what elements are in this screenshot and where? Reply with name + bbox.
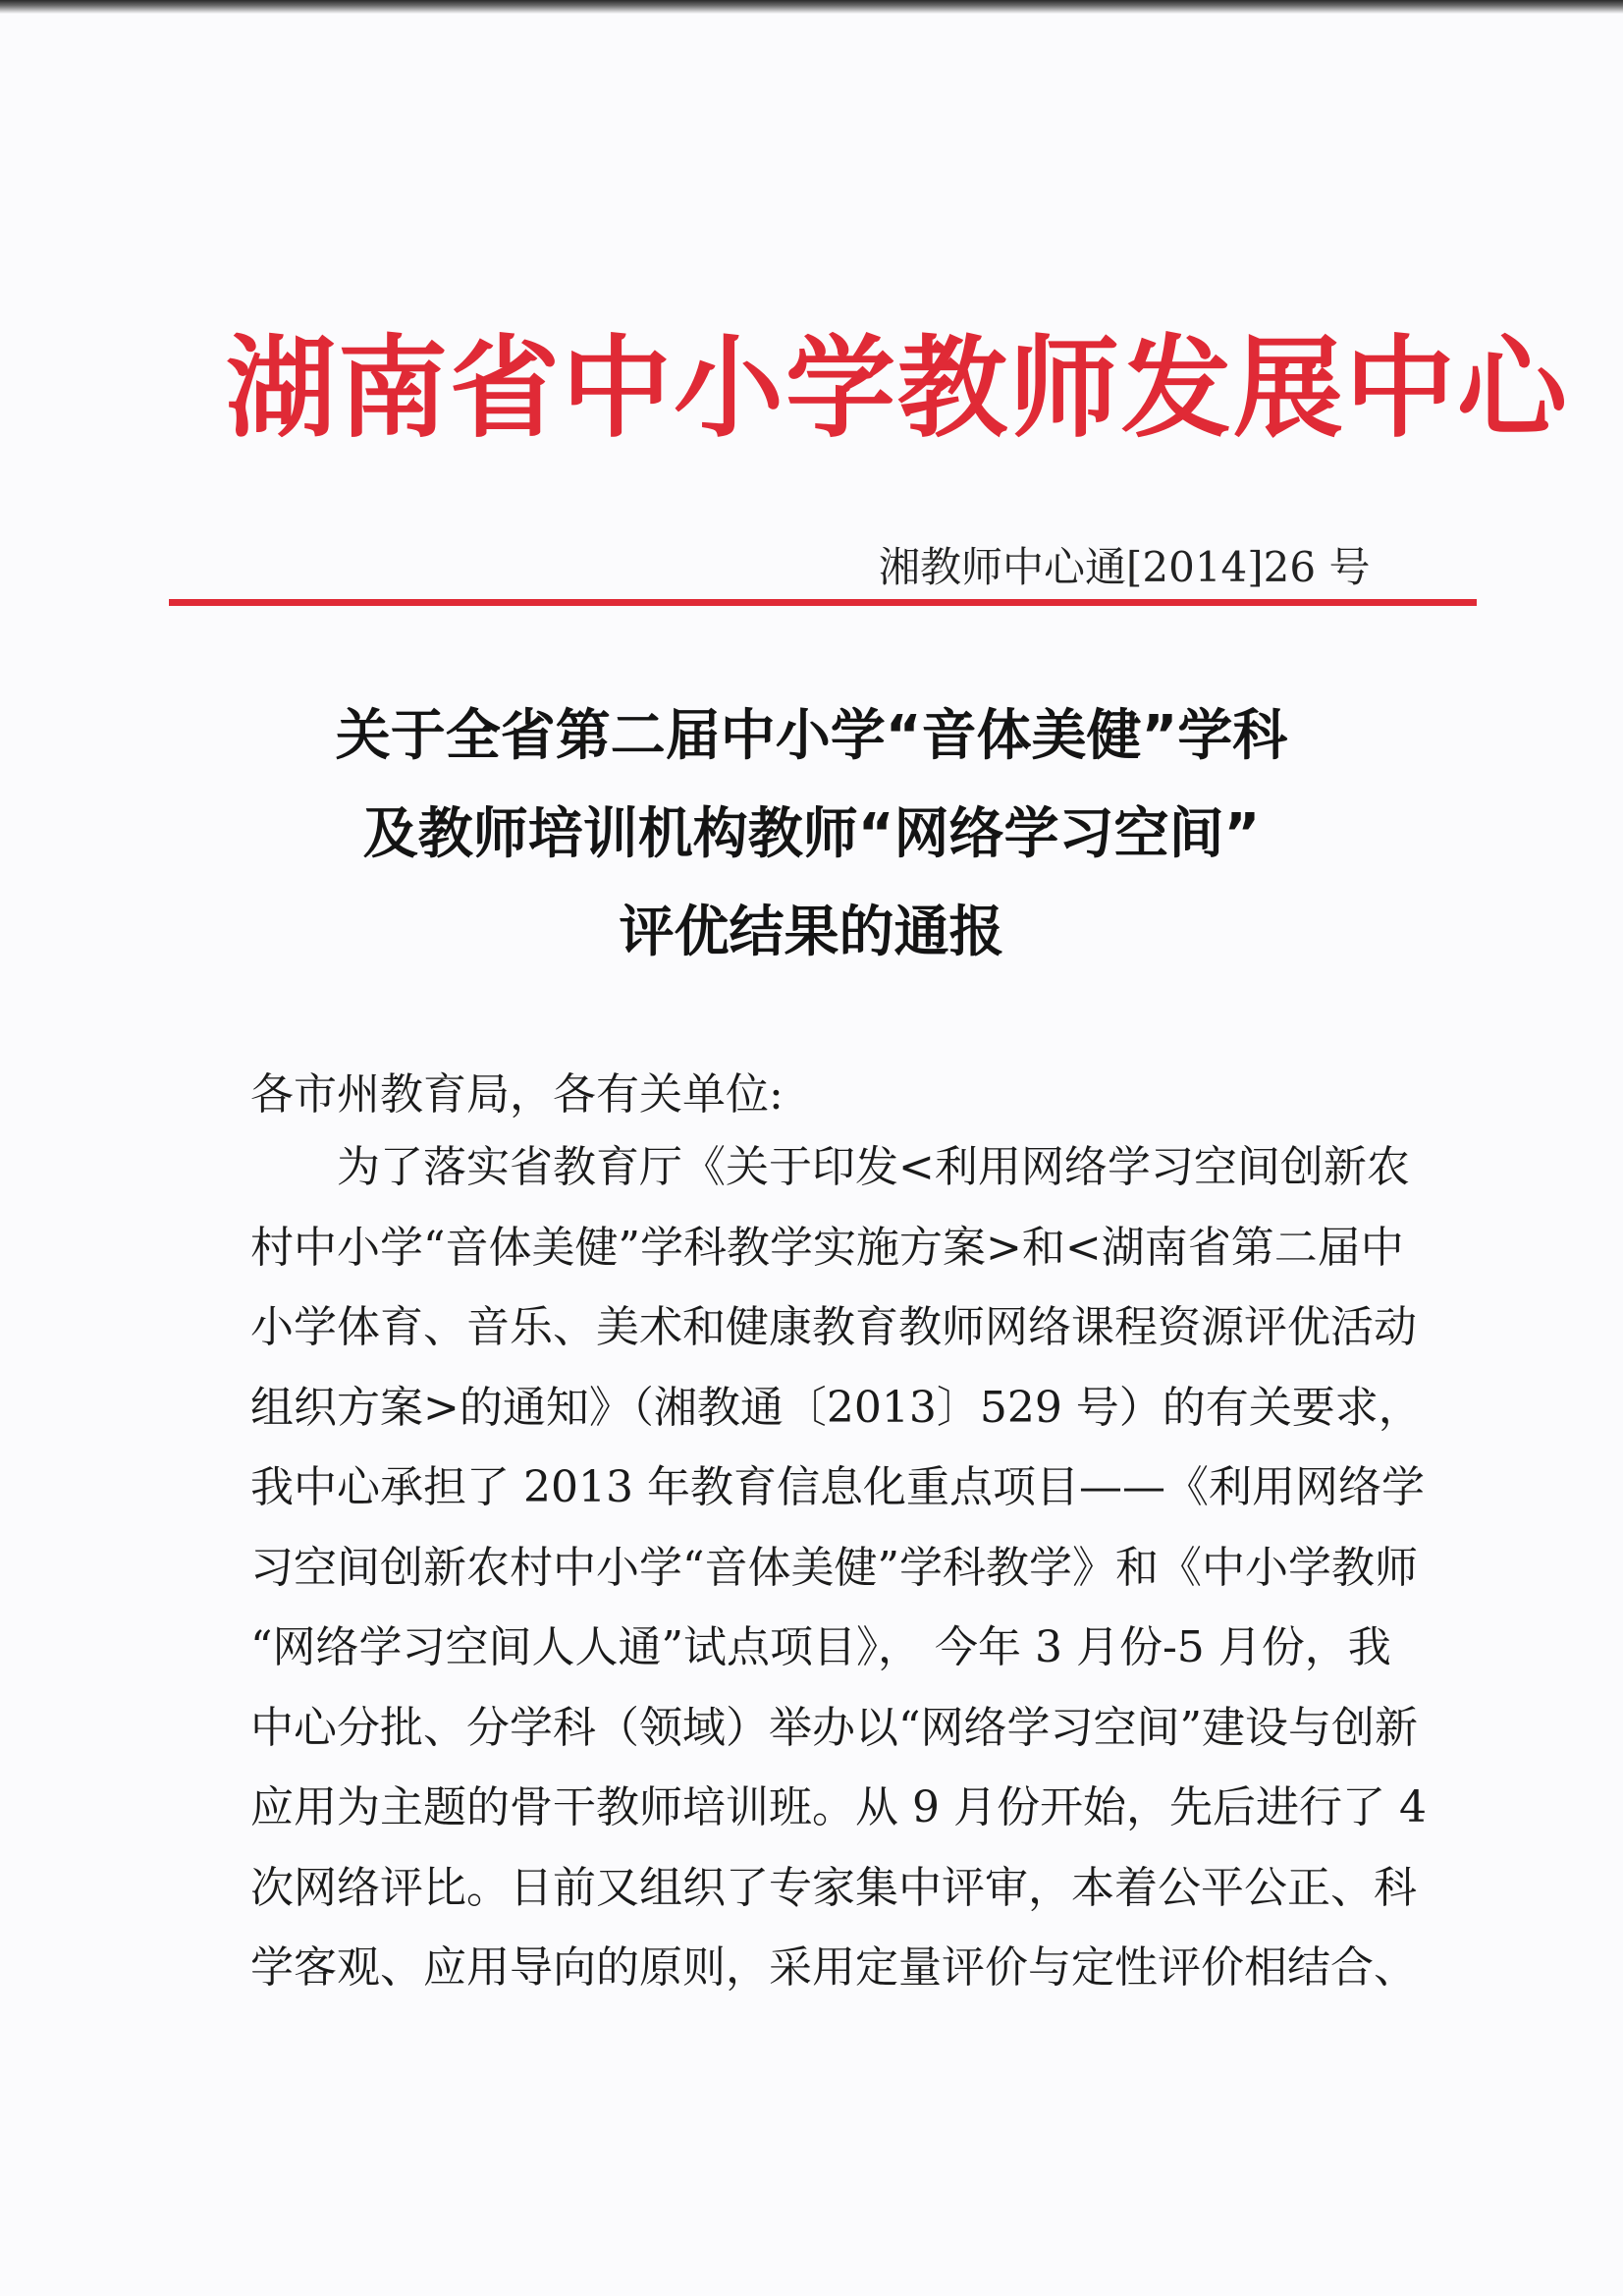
body-line: 次网络评比。日前又组织了专家集中评审，本着公平公正、科: [250, 1862, 1417, 1913]
body-text: [250, 1127, 1427, 2008]
letterhead-red-rule: [169, 599, 1477, 606]
body-line: 应用为主题的骨干教师培训班。从 9 月份开始，先后进行了 4: [250, 1782, 1427, 1832]
body-line: 习空间创新农村中小学“音体美健”学科教学》和《中小学教师: [250, 1542, 1418, 1593]
body-line: 为了落实省教育厅《关于印发<利用网络学习空间创新农: [337, 1142, 1410, 1192]
scan-edge: [0, 0, 1623, 14]
notice-title-line: 评优结果的通报: [619, 901, 1004, 964]
body-line: “网络学习空间人人通”试点项目》， 今年 3 月份-5 月份，我: [250, 1622, 1391, 1672]
body-line: 组织方案>的通知》（湘教通〔2013〕529 号）的有关要求，: [250, 1382, 1422, 1433]
body-line: 我中心承担了 2013 年教育信息化重点项目——《利用网络学: [250, 1462, 1425, 1512]
letterhead-org-name: 湖南省中小学教师发展中心: [226, 325, 1569, 453]
notice-title: [196, 687, 1427, 982]
notice-title-line: 关于全省第二届中小学“音体美健”学科: [335, 704, 1288, 768]
salutation: 各市州教育局，各有关单位:: [250, 1069, 784, 1120]
body-line: 小学体育、音乐、美术和健康教育教师网络课程资源评优活动: [250, 1302, 1417, 1352]
document-number: 湘教师中心通[2014]26 号: [879, 543, 1371, 591]
body-line: 村中小学“音体美健”学科教学实施方案>和<湖南省第二届中: [250, 1222, 1404, 1273]
body-line: 中心分批、分学科（领域）举办以“网络学习空间”建设与创新: [250, 1702, 1418, 1753]
notice-title-line: 及教师培训机构教师“网络学习空间”: [362, 802, 1261, 866]
body-line: 学客观、应用导向的原则，采用定量评价与定性评价相结合、: [250, 1942, 1417, 1993]
